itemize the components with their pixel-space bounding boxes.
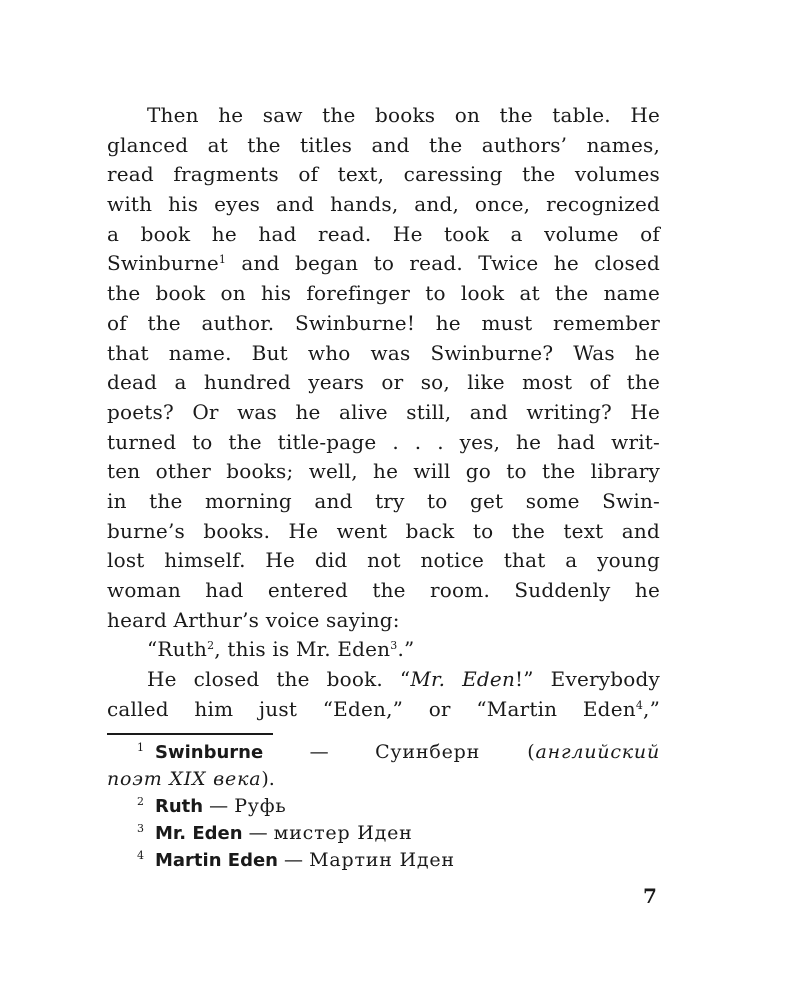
text-line: in the morning and try to get some Swin- <box>107 488 660 513</box>
footnote-dash: — <box>209 795 229 818</box>
footnote-divider <box>107 733 273 735</box>
text-line: glanced at the titles and the authors’ names, <box>107 132 660 157</box>
footnote-term: Martin Eden <box>155 850 278 872</box>
text-line: of the author. Swinburne! he must remember <box>107 310 660 335</box>
text-segment: ,” <box>643 696 660 721</box>
paragraph-dialogue <box>107 635 660 665</box>
text-line: a book he had read. He took a volume of <box>107 221 660 246</box>
text-line: burne’s books. He went back to the text and <box>107 518 660 543</box>
footnote-dash: — <box>248 822 268 845</box>
footnote-1: 1 Swinburne — Суинберн (английский <box>137 741 660 764</box>
text-line: dead a hundred years or so, like most of the <box>107 370 660 395</box>
text-line: ten other books; well, he will go to the library <box>107 459 660 484</box>
book-page <box>107 101 660 874</box>
footnote-2: 2 Ruth — Руфь <box>137 795 287 818</box>
dialogue-text: .” <box>397 637 415 662</box>
footnote-gloss: Мартин Иден <box>309 849 455 872</box>
text-line: Then he saw the books on the table. He <box>147 103 660 127</box>
paragraph-books-on-table <box>107 101 660 635</box>
footnote-gloss: Руфь <box>234 795 287 818</box>
text-line <box>107 665 660 695</box>
text-line: that name. But who was Swinburne? Was he <box>107 340 660 365</box>
text-line: turned to the title-page . . . yes, he had writ- <box>107 429 660 454</box>
text-line: the book on his forefinger to look at the name <box>107 281 660 306</box>
text-line: read fragments of text, caressing the volumes <box>107 162 660 187</box>
footnote-ref-2: 2 <box>207 639 215 653</box>
text-line-remainder: and began to read. Twice he closed <box>241 251 660 276</box>
footnote-gloss: мистер Иден <box>273 822 413 845</box>
text-line-swinburne <box>107 249 660 279</box>
footnote-ref-4: 4 <box>635 698 644 712</box>
footnote-1-continuation <box>107 766 660 793</box>
footnote-3: 3 Mr. Eden — мистер Иден <box>137 822 413 845</box>
text-segment: !” Everybody <box>515 667 660 692</box>
footnote-ref-1: 1 <box>218 253 227 267</box>
text-segment: called him just “Eden,” or “Martin Eden <box>107 696 636 721</box>
dialogue-text: , this is Mr. Eden <box>214 637 391 662</box>
paragraph-closed-book <box>107 665 660 724</box>
text-line: lost himself. He did not notice that a young <box>107 548 660 573</box>
footnote-dash: — <box>284 849 304 872</box>
text-line: poets? Or was he alive still, and writing? He <box>107 399 660 424</box>
text-line: woman had entered the room. Suddenly he <box>107 578 660 602</box>
footnote-4: 4 Martin Eden — Мартин Иден <box>137 849 455 872</box>
text-line: with his eyes and hands, and, once, recognized <box>107 192 660 217</box>
footnote-gloss-italic: английский <box>535 741 660 764</box>
dialogue-text: “Ruth <box>147 637 208 662</box>
italic-name: Mr. Eden <box>410 667 516 692</box>
footnote-ref-3: 3 <box>390 639 398 653</box>
text-segment: He closed the book. “ <box>147 667 411 692</box>
footnotes <box>107 739 660 874</box>
footnote-term: Mr. Eden <box>155 823 243 845</box>
footnote-term: Ruth <box>155 796 204 818</box>
footnote-gloss-italic: поэт XIX века <box>107 768 262 791</box>
footnote-dash: — <box>309 741 329 764</box>
footnote-term: Swinburne <box>155 742 264 764</box>
text-line: heard Arthur’s voice saying: <box>107 607 400 632</box>
swinburne-word: Swinburne <box>107 251 219 276</box>
page-number: 7 <box>643 884 657 908</box>
footnote-gloss-end: ). <box>261 768 275 791</box>
text-line <box>107 695 660 725</box>
footnote-gloss: Суинберн ( <box>375 741 536 764</box>
dialogue-line <box>107 635 660 665</box>
